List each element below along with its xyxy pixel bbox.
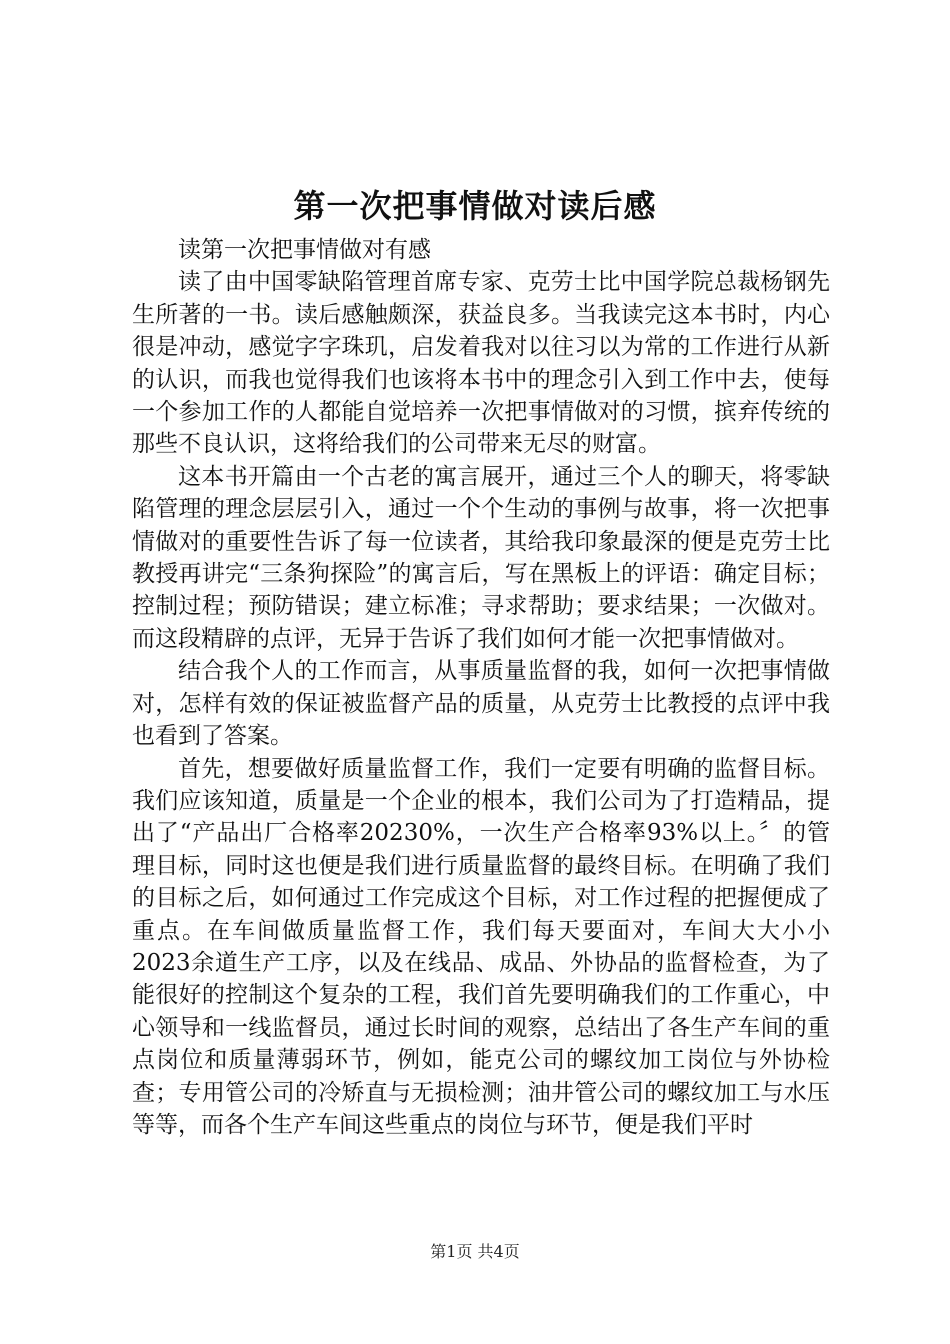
paragraph-subtitle: 读第一次把事情做对有感	[178, 237, 431, 263]
document-title: 第一次把事情做对读后感	[293, 187, 657, 225]
page-footer	[0, 1240, 950, 1264]
paragraph: 读了由中国零缺陷管理首席专家、克劳士比中国学院总裁杨钢先生所著的一书。读后感触颇深，获益良多。当我读完这本书时，内心很是冲动，感觉字字珠玑，启发着我对以往习以为常的工作进行从新的认识，而我也觉得我们也该将本书中的理念引入到工作中去，使每一个参加工作的人都能自觉培养一次把事情做对的习惯，摈弃传统的那些不良认识，这将给我们的公司带来无尽的财富。	[132, 269, 830, 458]
paragraph: 这本书开篇由一个古老的寓言展开，通过三个人的聊天，将零缺陷管理的理念层层引入，通过一个个生动的事例与故事，将一次把事情做对的重要性告诉了每一位读者，其给我印象最深的便是克劳士比教授再讲完“三条狗探险”的寓言后，写在黑板上的评语：确定目标；控制过程；预防错误；建立标准；寻求帮助；要求结果；一次做对。而这段精辟的点评，无异于告诉了我们如何才能一次把事情做对。	[132, 463, 830, 652]
document-body	[132, 234, 830, 1141]
paragraph: 首先，想要做好质量监督工作，我们一定要有明确的监督目标。我们应该知道，质量是一个企业的根本，我们公司为了打造精品，提出了“产品出厂合格率20230%，一次生产合格率93%以上。〞的管理目标，同时这也便是我们进行质量监督的最终目标。在明确了我们的目标之后，如何通过工作完成这个目标，对工作过程的把握便成了重点。在车间做质量监督工作，我们每天要面对，车间大大小小2023余道生产工序，以及在线品、成品、外协品的监督检查，为了能很好的控制这个复杂的工程，我们首先要明确我们的工作重心，中心领导和一线监督员，通过长时间的观察，总结出了各生产车间的重点岗位和质量薄弱环节，例如，能克公司的螺纹加工岗位与外协检查；专用管公司的冷矫直与无损检测；油井管公司的螺纹加工与水压等等，而各个生产车间这些重点的岗位与环节，便是我们平时	[132, 755, 830, 1138]
page-number: 第1页	[430, 1242, 473, 1261]
page-total: 共4页	[477, 1242, 520, 1261]
paragraph: 结合我个人的工作而言，从事质量监督的我，如何一次把事情做对，怎样有效的保证被监督产品的质量，从克劳士比教授的点评中我也看到了答案。	[132, 658, 830, 750]
